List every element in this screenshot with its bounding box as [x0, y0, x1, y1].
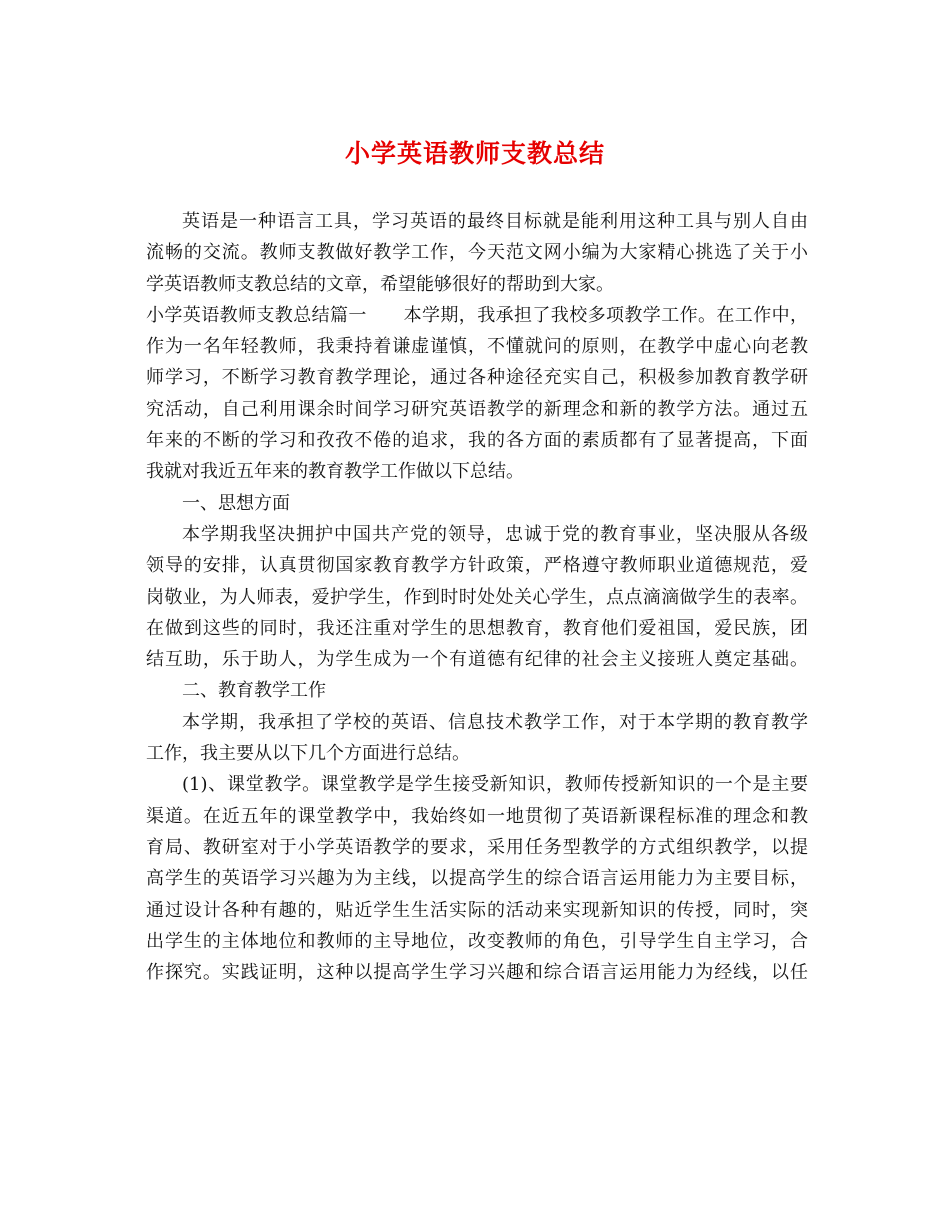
paragraph-line: 学英语教师支教总结的文章，希望能够很好的帮助到大家。: [146, 273, 614, 295]
paragraph-line: 究活动，自己利用课余时间学习研究英语教学的新理念和新的教学方法。通过五: [146, 398, 808, 420]
paragraph-line: (1)、课堂教学。课堂教学是学生接受新知识，教师传授新知识的一个是主要: [182, 774, 808, 796]
paragraph-line: 年来的不断的学习和孜孜不倦的追求，我的各方面的素质都有了显著提高，下面: [146, 430, 808, 452]
paragraph-line: 流畅的交流。教师支教做好教学工作，今天范文网小编为大家精心挑选了关于小: [146, 242, 808, 264]
paragraph-line: 在做到这些的同时，我还注重对学生的思想教育，教育他们爱祖国，爱民族，团: [146, 617, 808, 639]
paragraph-line: 小学英语教师支教总结篇一 本学期，我承担了我校多项教学工作。在工作中，: [146, 304, 808, 326]
paragraph-line: 岗敬业，为人师表，爱护学生，作到时时处处关心学生，点点滴滴做学生的表率。: [146, 586, 808, 608]
paragraph-line: 二、教育教学工作: [182, 680, 326, 702]
paragraph-line: 英语是一种语言工具，学习英语的最终目标就是能利用这种工具与别人自由: [182, 211, 808, 232]
paragraph-line: 结互助，乐于助人，为学生成为一个有道德有纪律的社会主义接班人奠定基础。: [146, 649, 808, 671]
paragraph-line: 工作，我主要从以下几个方面进行总结。: [146, 743, 470, 765]
paragraph-line: 作探究。实践证明，这种以提高学生学习兴趣和综合语言运用能力为经线，以任: [146, 962, 808, 984]
paragraph-line: 渠道。在近五年的课堂教学中，我始终如一地贯彻了英语新课程标准的理念和教: [146, 805, 808, 827]
paragraph-line: 出学生的主体地位和教师的主导地位，改变教师的角色，引导学生自主学习，合: [146, 930, 808, 952]
document-body: [146, 206, 808, 988]
paragraph-line: 本学期，我承担了学校的英语、信息技术教学工作，对于本学期的教育教学: [182, 711, 808, 733]
paragraph-line: 一、思想方面: [182, 492, 290, 514]
paragraph-line: 高学生的英语学习兴趣为为主线，以提高学生的综合语言运用能力为主要目标，: [146, 868, 808, 890]
paragraph-line: 通过设计各种有趣的，贴近学生生活实际的活动来实现新知识的传授，同时，突: [146, 899, 808, 921]
document-title: 小学英语教师支教总结: [344, 139, 605, 168]
paragraph-line: 本学期我坚决拥护中国共产党的领导，忠诚于党的教育事业，坚决服从各级: [182, 523, 808, 545]
paragraph-line: 我就对我近五年来的教育教学工作做以下总结。: [146, 461, 524, 483]
paragraph-line: 师学习，不断学习教育教学理论，通过各种途径充实自己，积极参加教育教学研: [146, 367, 808, 389]
paragraph-line: 育局、教研室对于小学英语教学的要求，采用任务型教学的方式组织教学，以提: [146, 836, 808, 858]
paragraph-line: 作为一名年轻教师，我秉持着谦虚谨慎，不懂就问的原则，在教学中虚心向老教: [146, 336, 808, 358]
paragraph-line: 领导的安排，认真贯彻国家教育教学方针政策，严格遵守教师职业道德规范，爱: [146, 555, 808, 577]
